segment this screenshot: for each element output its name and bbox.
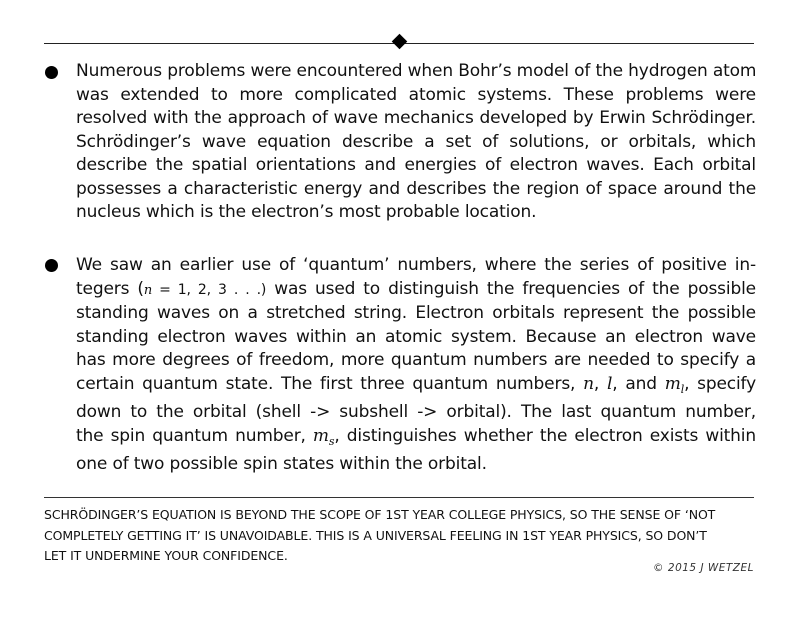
bottom-divider (44, 497, 754, 498)
paragraph-bohr-model (76, 60, 756, 225)
text-line: one of two possible spin states within the orbital. (76, 454, 487, 474)
text-line: has more degrees of freedom, more quantum numbers are needed to specify a (76, 350, 756, 370)
text-line: the spin quantum number, $m_s$, distinguishes whether the electron exists within (76, 425, 757, 448)
text-line: describe the spatial orientations and energies of electron waves. Each orbital (76, 155, 756, 175)
text-line: tegers (n = 1, 2, 3 . . .) was used to distinguish the frequencies of the possible (76, 278, 756, 299)
bullet-point-2 (45, 259, 58, 272)
paragraph-quantum-numbers (76, 254, 756, 477)
text-line: Schrödinger’s wave equation describe a set of solutions, or orbitals, which (76, 131, 756, 152)
variable-m: m (664, 373, 681, 394)
text-line: possesses a characteristic energy and describes the region of space around the (76, 178, 756, 199)
subscript-s: s (328, 434, 335, 448)
text-line: certain quantum state. The first three quantum numbers, n, l, and $m_l$, specify (76, 373, 757, 396)
text-line: down to the orbital (shell -> subshell -> orbital). The last quantum number, (76, 402, 756, 422)
variable-m: m (312, 425, 329, 446)
variable-n: n (143, 282, 153, 298)
footnote-line: SCHRÖDINGER’S EQUATION IS BEYOND THE SCOPE OF 1ST YEAR COLLEGE PHYSICS, SO THE SENSE OF ‘NOT (44, 507, 716, 522)
text-line: was extended to more complicated atomic systems. These problems were (76, 84, 756, 105)
text-line: Numerous problems were encountered when Bohr’s model of the hydrogen atom (76, 61, 757, 81)
subscript-l: l (680, 382, 685, 396)
text-line: resolved with the approach of wave mechanics developed by Erwin Schrödinger. (76, 108, 756, 128)
footnote (44, 505, 756, 567)
variable-l: l (606, 373, 613, 394)
divider-diamond-icon (392, 34, 408, 50)
bullet-point-1 (45, 66, 58, 79)
text-line: standing electron waves within an atomic system. Because an electron wave (76, 326, 756, 347)
text-line: We saw an earlier use of ‘quantum’ numbers, where the series of positive in- (76, 255, 756, 275)
variable-n: n (583, 373, 594, 394)
footnote-line: COMPLETELY GETTING IT’ IS UNAVOIDABLE. THIS IS A UNIVERSAL FEELING IN 1ST YEAR PHYSICS, SO DON’T (44, 527, 707, 543)
text-line: nucleus which is the electron’s most probable location. (76, 202, 537, 222)
text-line: standing waves on a stretched string. Electron orbitals represent the possible (76, 303, 756, 323)
copyright-notice: © 2015 J WETZEL (653, 562, 754, 574)
footnote-line: LET IT UNDERMINE YOUR CONFIDENCE. (44, 548, 288, 563)
